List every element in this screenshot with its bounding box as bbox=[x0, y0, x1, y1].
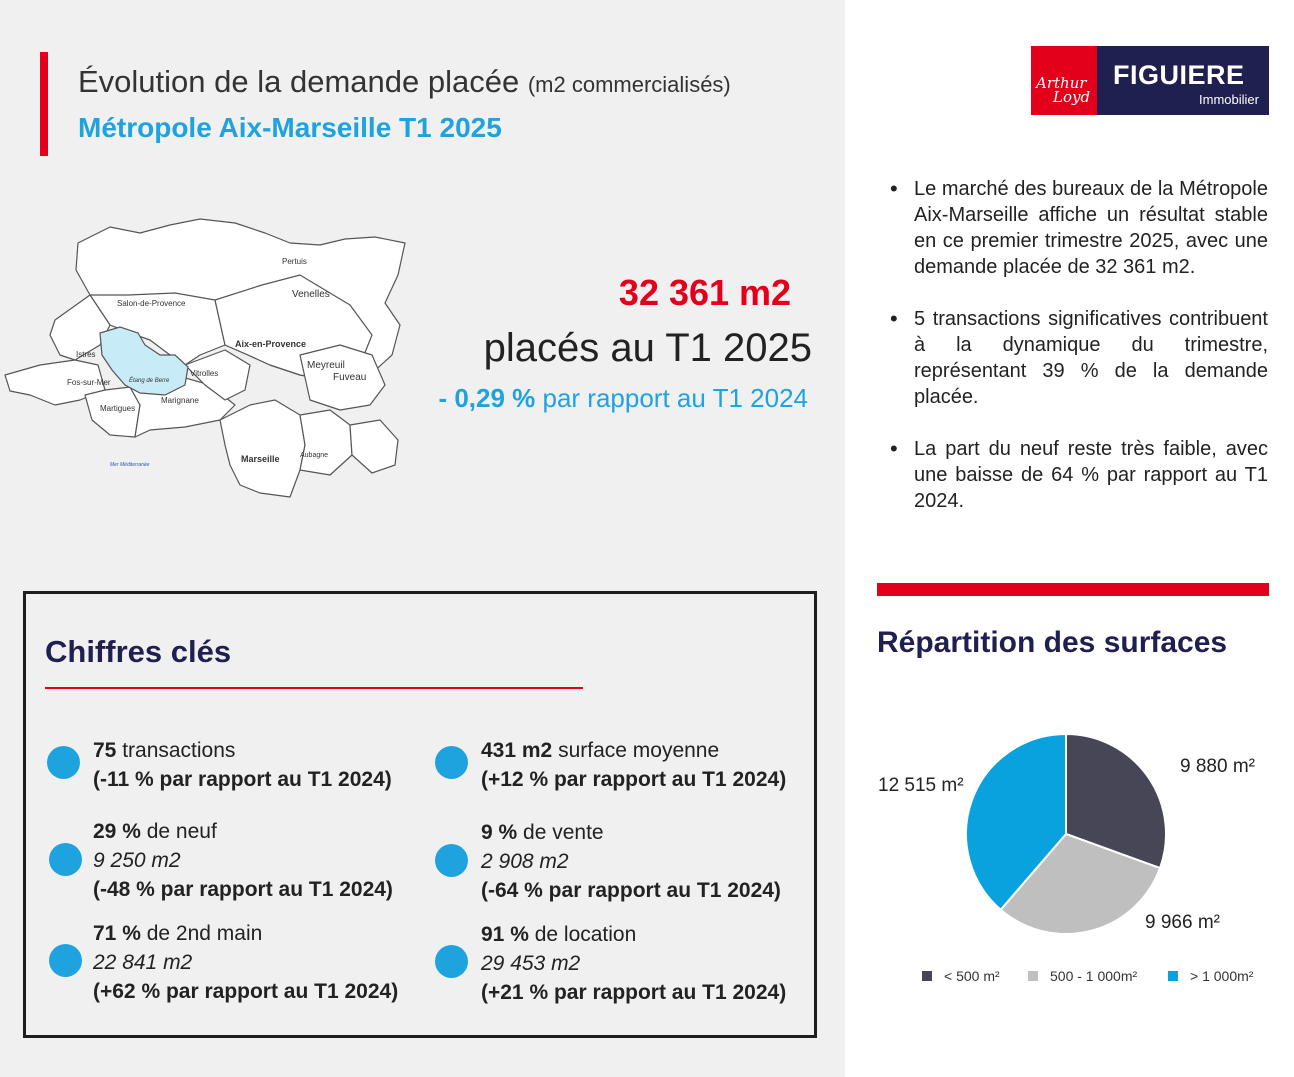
key-figure-text bbox=[93, 817, 393, 904]
key-figure-note: (+12 % par rapport au T1 2024) bbox=[481, 768, 787, 791]
map-label-meyreuil: Meyreuil bbox=[307, 360, 345, 371]
bullet-dot-icon bbox=[435, 844, 468, 877]
map-label-fuveau: Fuveau bbox=[333, 372, 367, 383]
logo-figuiere bbox=[1097, 46, 1269, 115]
key-figure-value: 91 % bbox=[481, 923, 529, 946]
logo-text-arthur: Arthur bbox=[1036, 74, 1087, 92]
bullet-dot-icon bbox=[435, 746, 468, 779]
map-svg bbox=[0, 215, 445, 530]
legend-label-gt-1000: > 1 000m² bbox=[1190, 968, 1254, 984]
key-figure-note: (-64 % par rapport au T1 2024) bbox=[481, 879, 781, 902]
legend-swatch-500-1000 bbox=[1028, 971, 1038, 981]
summary-bullet: • Le marché des bureaux de la Métropole Aix-Marseille affiche un résultat stable en ce premier trimestre 2025, avec une demande placée de 32 361 m2. bbox=[890, 176, 1268, 280]
map-label-istres: Istres bbox=[76, 350, 96, 359]
key-figure-label: surface moyenne bbox=[552, 739, 720, 762]
key-figure-text bbox=[93, 919, 398, 1006]
section-divider bbox=[877, 583, 1269, 596]
key-figure-text bbox=[481, 818, 781, 905]
bullet-dot-icon bbox=[49, 843, 82, 876]
key-figure-note: (+21 % par rapport au T1 2024) bbox=[481, 981, 787, 1004]
headline-change bbox=[380, 383, 808, 414]
key-figure-label: de neuf bbox=[140, 820, 217, 843]
summary-bullet: • 5 transactions significatives contribuent à la dynamique du trimestre, représentant 39 % de la demande placée. bbox=[890, 306, 1268, 410]
logo-arthur-loyd bbox=[1031, 46, 1097, 115]
headline-value: 32 361 m2 bbox=[618, 272, 792, 313]
legend-swatch-lt-500 bbox=[922, 971, 932, 981]
key-figures-panel bbox=[23, 591, 817, 1038]
map-label-marseille: Marseille bbox=[241, 454, 280, 464]
legend-swatch-gt-1000 bbox=[1168, 971, 1178, 981]
chart-title: Répartition des surfaces bbox=[877, 626, 1228, 659]
logo-text-figuiere: FIGUIERE bbox=[1113, 60, 1245, 90]
headline-caption: placés au T1 2025 bbox=[483, 326, 812, 370]
logo-text-immobilier: Immobilier bbox=[1199, 92, 1259, 107]
page-title bbox=[78, 64, 731, 100]
key-figure-note: (-48 % par rapport au T1 2024) bbox=[93, 878, 393, 901]
page-title-main: Évolution de la demande placée bbox=[78, 64, 520, 99]
page-subtitle: Métropole Aix-Marseille T1 2025 bbox=[78, 112, 502, 143]
key-figure-text bbox=[481, 736, 786, 794]
map-label-martigues: Martigues bbox=[100, 404, 136, 413]
map-label-aix: Aix-en-Provence bbox=[235, 339, 307, 349]
legend-label-500-1000: 500 - 1 000m² bbox=[1050, 968, 1138, 984]
key-figure-note: (-11 % par rapport au T1 2024) bbox=[93, 768, 392, 791]
key-figure-label: de vente bbox=[517, 821, 604, 844]
metropole-map bbox=[0, 215, 445, 530]
map-label-venelles: Venelles bbox=[292, 289, 330, 300]
commune-east bbox=[350, 420, 398, 473]
key-figure-detail: 22 841 m2 bbox=[93, 951, 193, 974]
map-label-etang: Étang de Berre bbox=[129, 378, 170, 384]
key-figure-value: 71 % bbox=[93, 922, 141, 945]
summary-bullets bbox=[890, 176, 1268, 540]
key-figure-value: 9 % bbox=[481, 821, 518, 844]
key-figure-note: (+62 % par rapport au T1 2024) bbox=[93, 980, 399, 1003]
bullet-dot-icon bbox=[435, 945, 468, 978]
legend-label-lt-500: < 500 m² bbox=[944, 968, 1000, 984]
pie-chart bbox=[845, 700, 1294, 1020]
key-figure-detail: 29 453 m2 bbox=[481, 952, 581, 975]
map-label-salon: Salon-de-Provence bbox=[117, 299, 186, 308]
map-label-aubagne: Aubagne bbox=[300, 452, 329, 459]
map-label-marignane: Marignane bbox=[161, 396, 199, 405]
pie-data-label-500-1000: 9 966 m² bbox=[1145, 912, 1220, 933]
key-figure-label: de location bbox=[528, 923, 637, 946]
summary-bullet: • La part du neuf reste très faible, avec une baisse de 64 % par rapport au T1 2024. bbox=[890, 436, 1268, 514]
title-accent-bar bbox=[40, 52, 48, 156]
key-figure-text bbox=[481, 920, 786, 1007]
key-figure-label: de 2nd main bbox=[140, 922, 263, 945]
bullet-dot-icon bbox=[47, 746, 80, 779]
key-figure-detail: 9 250 m2 bbox=[93, 849, 181, 872]
key-figure-value: 75 bbox=[93, 739, 117, 762]
key-figures-title: Chiffres clés bbox=[45, 634, 232, 669]
brand-logo bbox=[1031, 46, 1269, 115]
key-figure-label: transactions bbox=[116, 739, 236, 762]
headline-change-text: par rapport au T1 2024 bbox=[535, 383, 808, 413]
map-label-mer: Mer Méditerranée bbox=[110, 462, 150, 468]
bullet-dot-icon bbox=[49, 944, 82, 977]
key-figure-value: 29 % bbox=[93, 820, 141, 843]
pie-data-label-gt-1000: 12 515 m² bbox=[878, 775, 964, 796]
page-title-unit: (m2 commercialisés) bbox=[527, 72, 731, 97]
logo-text-loyd: Loyd bbox=[1053, 88, 1091, 106]
commune-aubagne bbox=[300, 410, 352, 475]
headline-change-value: - 0,29 % bbox=[438, 383, 536, 413]
map-label-pertuis: Pertuis bbox=[282, 257, 307, 266]
map-label-fos: Fos-sur-Mer bbox=[67, 378, 111, 387]
pie-chart-svg bbox=[845, 700, 1294, 1020]
pie-data-label-lt-500: 9 880 m² bbox=[1180, 756, 1255, 777]
map-label-vitrolles: Vitrolles bbox=[190, 369, 219, 378]
key-figure-text bbox=[93, 736, 392, 794]
key-figure-value: 431 m2 bbox=[481, 739, 553, 762]
key-figure-detail: 2 908 m2 bbox=[481, 850, 569, 873]
key-figures-divider bbox=[45, 687, 583, 689]
